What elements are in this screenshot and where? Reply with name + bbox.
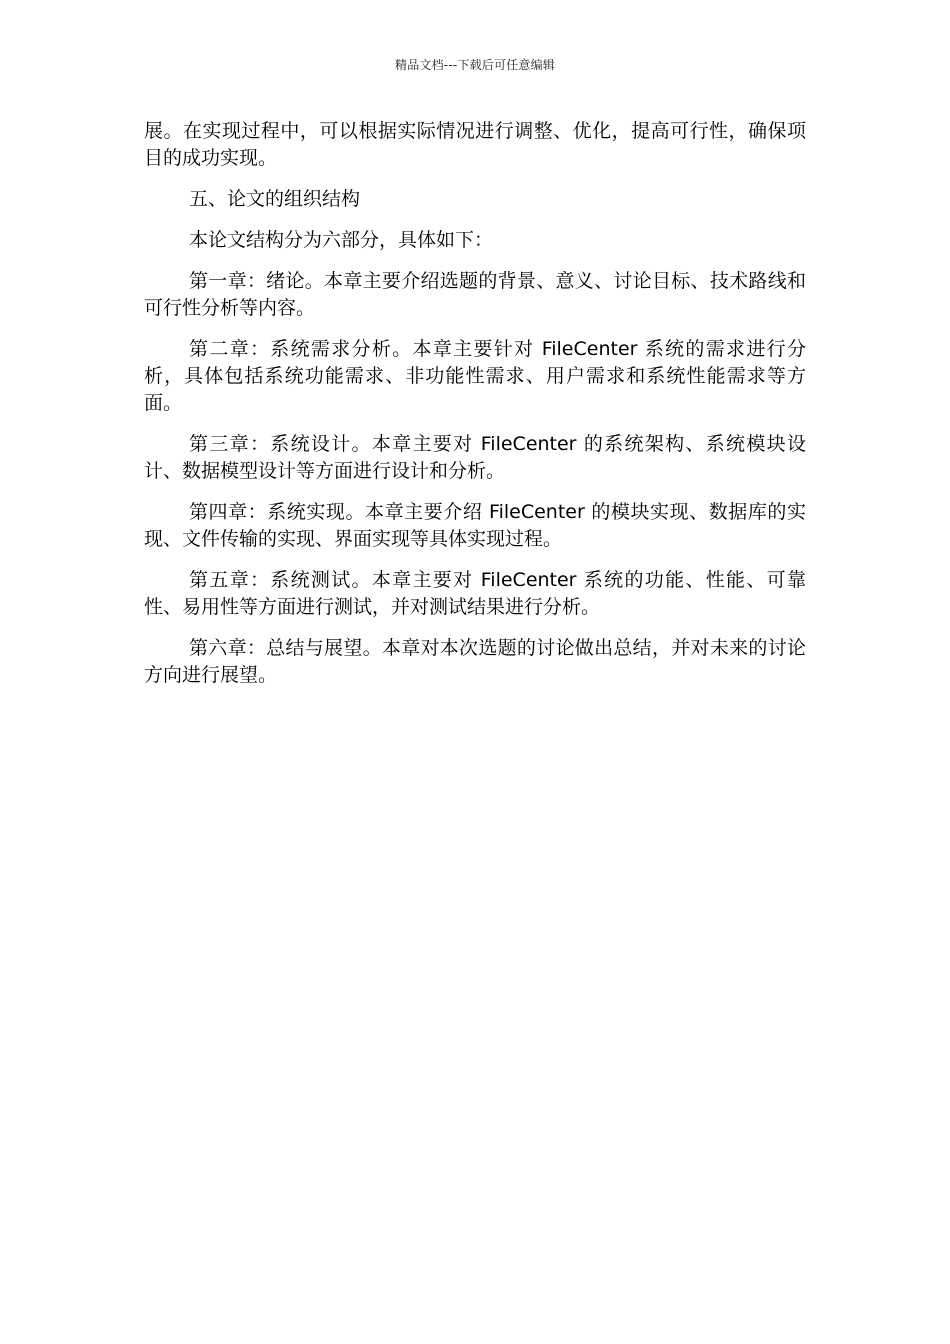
document-body (144, 118, 806, 703)
paragraph-chapter-4: 第四章：系统实现。本章主要介绍 FileCenter 的模块实现、数据库的实现、文件传输的实现、界面实现等具体实现过程。 (144, 501, 806, 550)
paragraph-chapter-6: 第六章：总结与展望。本章对本次选题的讨论做出总结，并对未来的讨论方向进行展望。 (144, 637, 806, 686)
paragraph-chapter-3: 第三章：系统设计。本章主要对 FileCenter 的系统架构、系统模块设计、数据模型设计等方面进行设计和分析。 (144, 433, 806, 482)
paragraph-chapter-5: 第五章：系统测试。本章主要对 FileCenter 系统的功能、性能、可靠性、易用性等方面进行测试，并对测试结果进行分析。 (144, 569, 806, 618)
page-header: 精品文档---下载后可任意编辑 (395, 58, 555, 72)
paragraph-intro: 本论文结构分为六部分，具体如下： (189, 229, 494, 251)
paragraph-chapter-2: 第二章：系统需求分析。本章主要针对 FileCenter 系统的需求进行分析，具体包括系统功能需求、非功能性需求、用户需求和系统性能需求等方面。 (144, 338, 806, 414)
section-heading: 五、论文的组织结构 (189, 188, 361, 210)
paragraph-chapter-1: 第一章：绪论。本章主要介绍选题的背景、意义、讨论目标、技术路线和可行性分析等内容。 (144, 270, 806, 319)
paragraph-continuation: 展。在实现过程中，可以根据实际情况进行调整、优化，提高可行性，确保项目的成功实现。 (144, 120, 806, 169)
